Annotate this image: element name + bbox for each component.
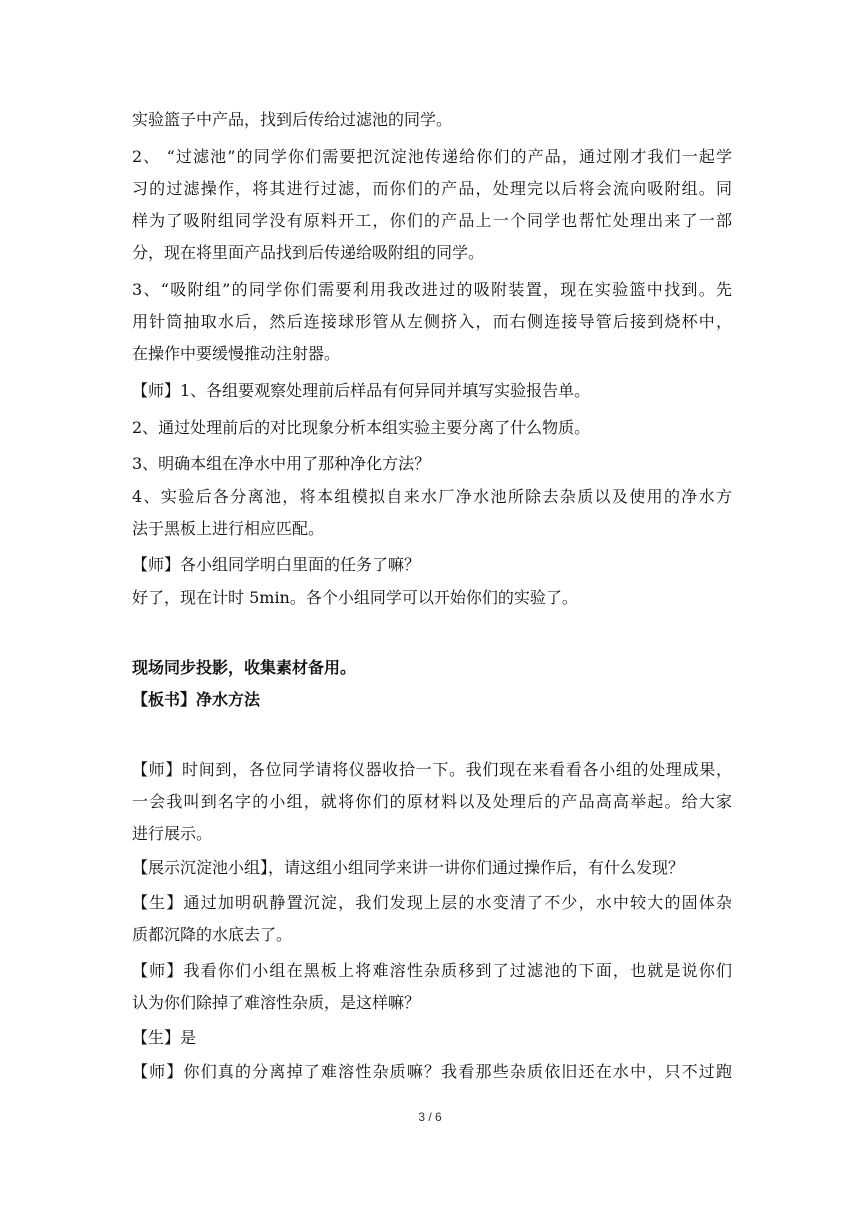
text-line: 习的过滤操作，将其进行过滤，而你们的产品，处理完以后将会流向吸附组。同: [132, 179, 732, 198]
text-line: 样为了吸附组同学没有原料开工，你们的产品上一个同学也帮忙处理出来了一部: [132, 211, 732, 230]
text-line: 【师】各小组同学明白里面的任务了嘛？: [132, 555, 421, 574]
text-line: 【生】通过加明矾静置沉淀，我们发现上层的水变清了不少，水中较大的固体杂: [132, 893, 732, 912]
text-line: 在操作中要缓慢推动注射器。: [132, 344, 341, 363]
text-line: 进行展示。: [132, 824, 213, 843]
text-line: 质都沉降的水底去了。: [132, 925, 293, 944]
text-line: 【师】我看你们小组在黑板上将难溶性杂质移到了过滤池的下面，也就是说你们: [132, 961, 732, 980]
text-line: 3、“吸附组”的同学你们需要利用我改进过的吸附装置，现在实验篮中找到。先: [132, 280, 732, 299]
text-line: 【师】1、各组要观察处理前后样品有何异同并填写实验报告单。: [132, 381, 591, 400]
text-line: 2、通过处理前后的对比现象分析本组实验主要分离了什么物质。: [132, 418, 591, 437]
page-number: 3 / 6: [418, 1110, 442, 1124]
text-line: 实验篮子中产品，找到后传给过滤池的同学。: [132, 110, 453, 129]
text-line: 【展示沉淀池小组】，请这组小组同学来讲一讲你们通过操作后，有什么发现？: [132, 858, 685, 877]
bold-note: 现场同步投影，收集素材备用。: [132, 658, 357, 677]
text-line: 2、 “过滤池”的同学你们需要把沉淀池传递给你们的产品，通过刚才我们一起学: [132, 147, 732, 166]
text-line: 认为你们除掉了难溶性杂质，是这样嘛？: [132, 993, 421, 1012]
text-line: 【生】是: [132, 1028, 197, 1047]
text-line: 3、明确本组在净水中用了那种净化方法？: [132, 454, 431, 473]
text-line: 4、实验后各分离池，将本组模拟自来水厂净水池所除去杂质以及使用的净水方: [132, 487, 732, 506]
text-line: 用针筒抽取水后，然后连接球形管从左侧挤入，而右侧连接导管后接到烧杯中，: [132, 312, 732, 331]
text-line: 【师】时间到，各位同学请将仪器收拾一下。我们现在来看看各小组的处理成果，: [132, 760, 732, 779]
board-heading: 【板书】净水方法: [132, 690, 261, 709]
text-line: 【师】你们真的分离掉了难溶性杂质嘛？我看那些杂质依旧还在水中，只不过跑: [132, 1062, 732, 1081]
text-line: 分，现在将里面产品找到后传递给吸附组的同学。: [132, 243, 485, 262]
text-line: 好了，现在计时 5min。各个小组同学可以开始你们的实验了。: [132, 588, 578, 607]
text-line: 一会我叫到名字的小组，就将你们的原材料以及处理后的产品高高举起。给大家: [132, 792, 732, 811]
text-line: 法于黑板上进行相应匹配。: [132, 519, 325, 538]
